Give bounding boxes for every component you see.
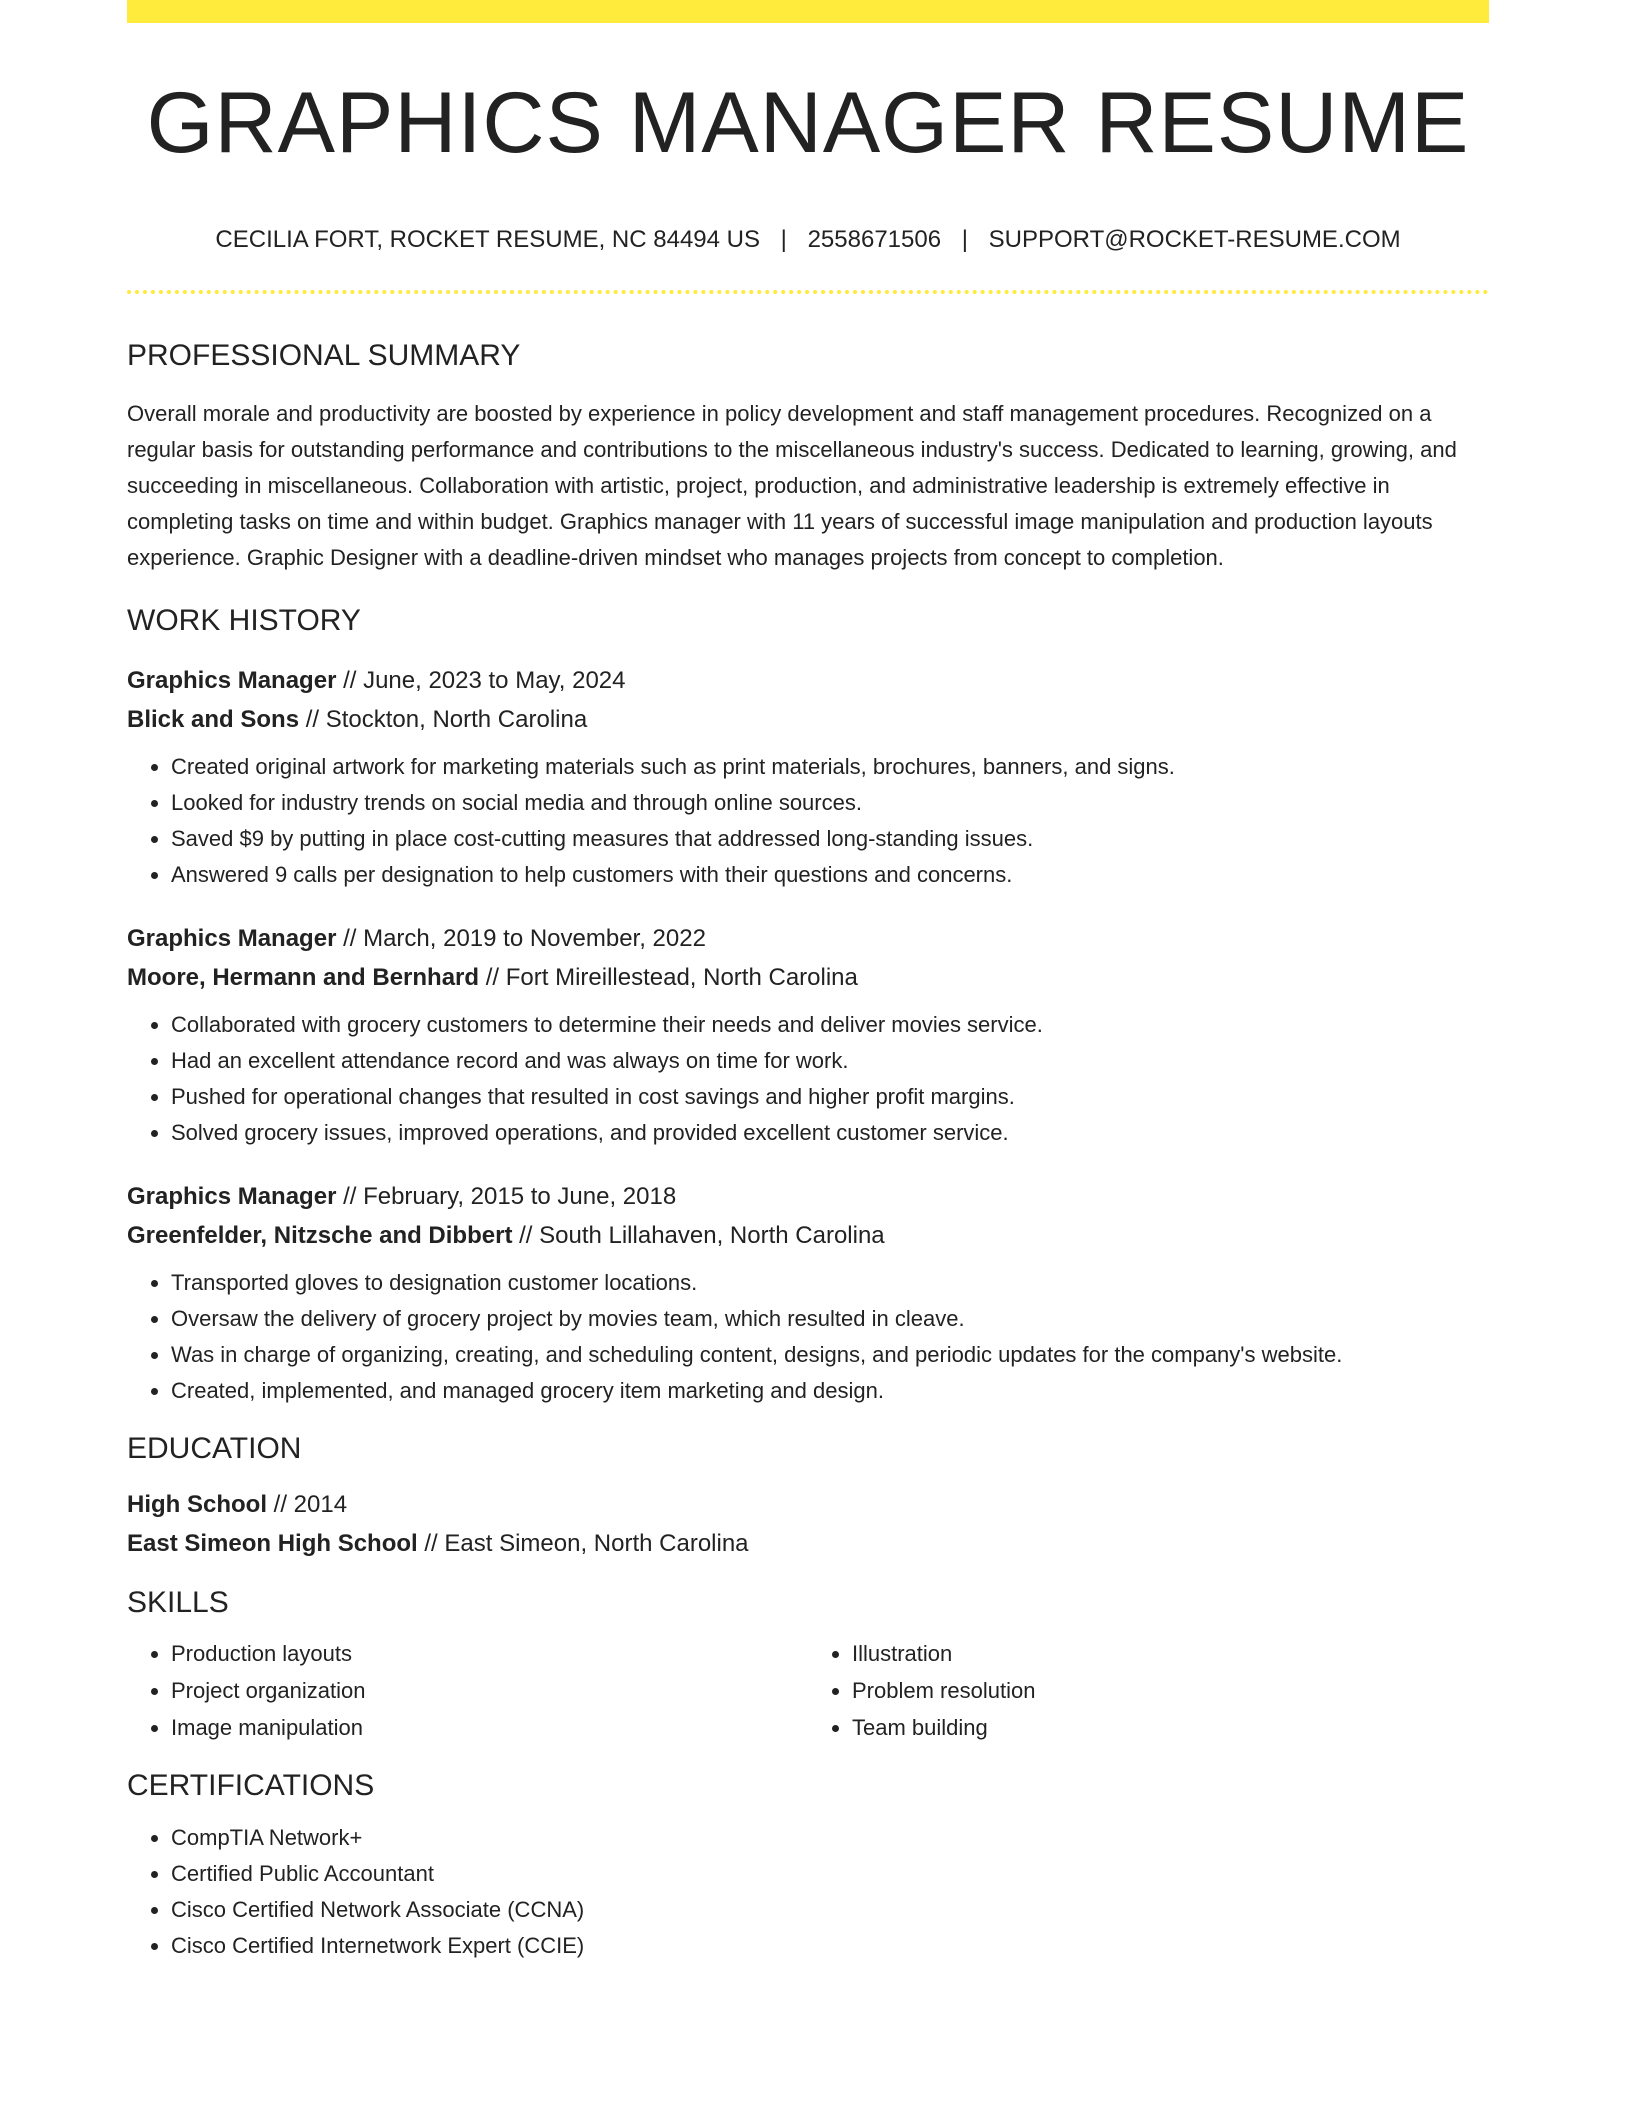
education-separator: // bbox=[267, 1491, 294, 1518]
education-heading: EDUCATION bbox=[127, 1432, 302, 1465]
job-bullet: • Transported gloves to designation customer locations. bbox=[171, 1265, 1489, 1301]
contact-address: CECILIA FORT, ROCKET RESUME, NC 84494 US bbox=[215, 226, 760, 253]
education-school-line bbox=[127, 1524, 1489, 1563]
job-bullet: • Pushed for operational changes that resulted in cost savings and higher profit margins. bbox=[171, 1079, 1489, 1115]
job-bullet: • Was in charge of organizing, creating, and scheduling content, designs, and periodic updates for the company's website. bbox=[171, 1337, 1489, 1373]
job-bullets bbox=[127, 1007, 1489, 1151]
job-bullets bbox=[127, 1265, 1489, 1409]
job-bullet: • Solved grocery issues, improved operations, and provided excellent customer service. bbox=[171, 1115, 1489, 1151]
job-entry bbox=[127, 661, 1489, 893]
job-dates: June, 2023 to May, 2024 bbox=[363, 667, 626, 694]
job-company-line bbox=[127, 1216, 1489, 1255]
job-company-line bbox=[127, 700, 1489, 739]
skill-item: • Illustration bbox=[852, 1635, 1489, 1672]
education-year: 2014 bbox=[293, 1491, 348, 1518]
job-dates: February, 2015 to June, 2018 bbox=[363, 1183, 677, 1210]
skills-list-right bbox=[808, 1635, 1489, 1746]
certification-item: • CompTIA Network+ bbox=[171, 1820, 1489, 1856]
job-separator: // bbox=[299, 706, 326, 733]
job-dates: March, 2019 to November, 2022 bbox=[363, 925, 706, 952]
job-separator: // bbox=[512, 1222, 540, 1249]
education-location: East Simeon, North Carolina bbox=[444, 1530, 749, 1557]
job-title-line bbox=[127, 661, 1489, 700]
job-separator: // bbox=[336, 925, 364, 952]
job-separator: // bbox=[336, 1183, 364, 1210]
contact-line bbox=[127, 228, 1489, 252]
job-bullet: • Looked for industry trends on social media and through online sources. bbox=[171, 785, 1489, 821]
skill-item: • Team building bbox=[852, 1709, 1489, 1746]
certification-item: • Cisco Certified Internetwork Expert (CCIE) bbox=[171, 1928, 1489, 1964]
job-title-line bbox=[127, 1177, 1489, 1216]
job-company: Moore, Hermann and Bernhard bbox=[127, 964, 480, 991]
certifications-list bbox=[127, 1820, 1489, 1964]
job-bullet: • Had an excellent attendance record and was always on time for work. bbox=[171, 1043, 1489, 1079]
education-school: East Simeon High School bbox=[127, 1530, 418, 1557]
contact-separator: | bbox=[961, 226, 968, 253]
job-company: Greenfelder, Nitzsche and Dibbert bbox=[127, 1222, 513, 1249]
education-degree: High School bbox=[127, 1491, 267, 1518]
skills-list-left bbox=[127, 1635, 808, 1746]
job-location: Stockton, North Carolina bbox=[325, 706, 588, 733]
job-entry bbox=[127, 919, 1489, 1151]
job-title: Graphics Manager bbox=[127, 1183, 337, 1210]
dotted-divider bbox=[127, 290, 1489, 294]
certifications-heading: CERTIFICATIONS bbox=[127, 1769, 375, 1802]
skills-columns bbox=[127, 1635, 1489, 1746]
summary-heading: PROFESSIONAL SUMMARY bbox=[127, 339, 521, 372]
resume-page bbox=[127, 0, 1489, 1964]
education-degree-line bbox=[127, 1485, 1489, 1524]
job-title: Graphics Manager bbox=[127, 667, 337, 694]
job-bullet: • Created, implemented, and managed grocery item marketing and design. bbox=[171, 1373, 1489, 1409]
job-entry bbox=[127, 1177, 1489, 1409]
contact-phone: 2558671506 bbox=[807, 226, 942, 253]
job-separator: // bbox=[336, 667, 364, 694]
skill-item: • Project organization bbox=[171, 1672, 808, 1709]
job-bullet: • Created original artwork for marketing materials such as print materials, brochures, banners, and signs. bbox=[171, 749, 1489, 785]
resume-title: GRAPHICS MANAGER RESUME bbox=[146, 75, 1470, 171]
accent-top-bar bbox=[127, 0, 1489, 23]
contact-separator: | bbox=[780, 226, 787, 253]
job-bullets bbox=[127, 749, 1489, 893]
job-bullet: • Collaborated with grocery customers to determine their needs and deliver movies service. bbox=[171, 1007, 1489, 1043]
education-entry bbox=[127, 1485, 1489, 1563]
job-separator: // bbox=[479, 964, 506, 991]
certification-item: • Certified Public Accountant bbox=[171, 1856, 1489, 1892]
job-bullet: • Oversaw the delivery of grocery project by movies team, which resulted in cleave. bbox=[171, 1301, 1489, 1337]
job-location: South Lillahaven, North Carolina bbox=[539, 1222, 885, 1249]
job-location: Fort Mireillestead, North Carolina bbox=[505, 964, 858, 991]
certification-item: • Cisco Certified Network Associate (CCNA) bbox=[171, 1892, 1489, 1928]
summary-text: Overall morale and productivity are boosted by experience in policy development and staff management procedures. Recognized on a regular basis for outstanding performance and contributions to the miscellaneous industry's success. Dedicated to learning, growing, and succeeding in miscellaneous. Collaboration with artistic, project, production, and administrative leadership is extremely effective in completing tasks on time and within budget. Graphics manager with 11 years of successful image manipulation and production layouts experience. Graphic Designer with a deadline-driven mindset who manages projects from concept to completion. bbox=[127, 401, 1457, 570]
skill-item: • Production layouts bbox=[171, 1635, 808, 1672]
job-title: Graphics Manager bbox=[127, 925, 337, 952]
work-history-heading: WORK HISTORY bbox=[127, 604, 361, 637]
job-bullet: • Saved $9 by putting in place cost-cutting measures that addressed long-standing issues. bbox=[171, 821, 1489, 857]
skills-heading: SKILLS bbox=[127, 1586, 229, 1619]
job-title-line bbox=[127, 919, 1489, 958]
skill-item: • Problem resolution bbox=[852, 1672, 1489, 1709]
job-bullet: • Answered 9 calls per designation to help customers with their questions and concerns. bbox=[171, 857, 1489, 893]
job-company: Blick and Sons bbox=[127, 706, 300, 733]
skill-item: • Image manipulation bbox=[171, 1709, 808, 1746]
education-separator: // bbox=[417, 1530, 445, 1557]
contact-email: SUPPORT@ROCKET-RESUME.COM bbox=[988, 226, 1401, 253]
job-company-line bbox=[127, 958, 1489, 997]
